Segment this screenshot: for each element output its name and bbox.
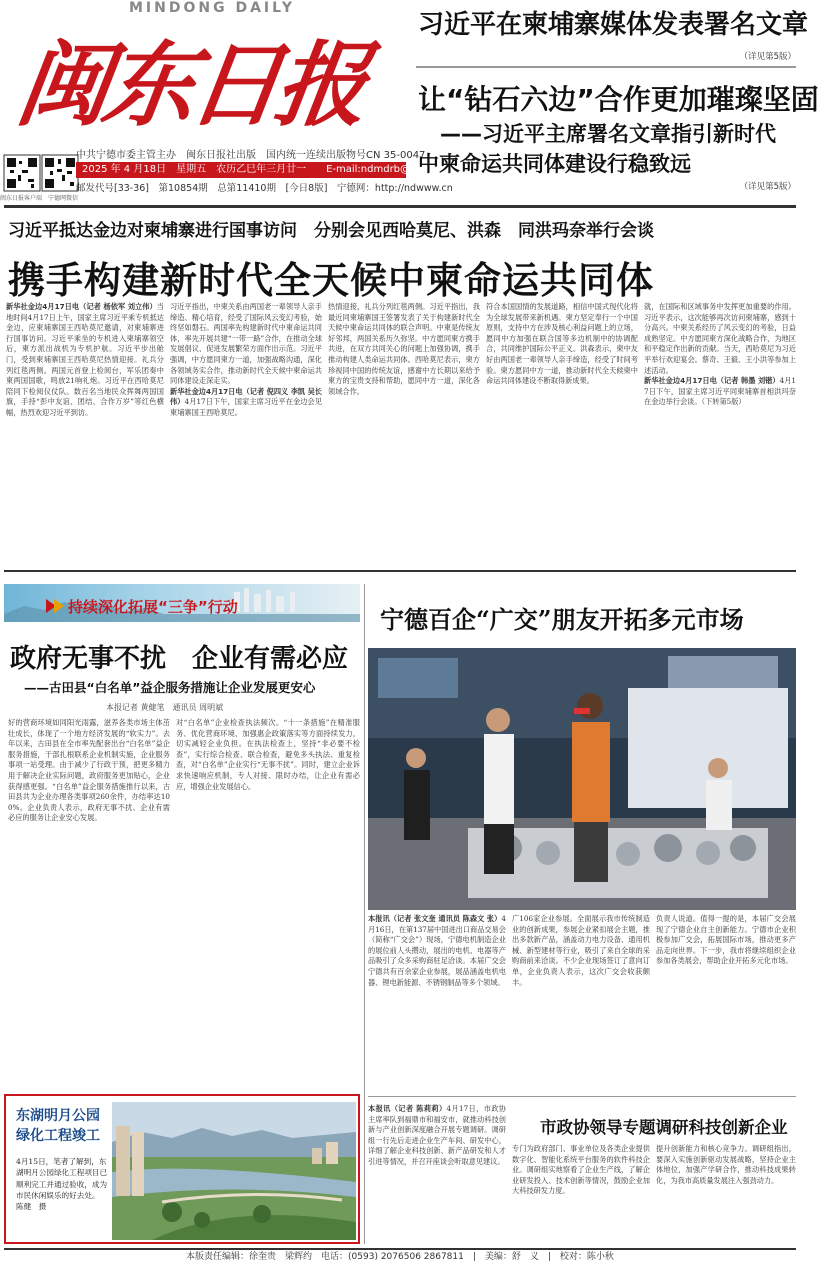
subheadline: ——习近平主席署名文章指引新时代 <box>440 122 776 146</box>
newspaper-logo: 闽东日报 <box>10 31 370 139</box>
qr-code-icon <box>42 155 78 191</box>
article-title[interactable]: 市政协领导专题调研科技创新企业 <box>540 1118 788 1137</box>
photo-news-title[interactable]: 东湖明月公园绿化工程竣工 <box>16 1108 100 1144</box>
article-title[interactable]: 政府无事不扰 企业有需必应 <box>10 644 349 674</box>
byline: 本报记者 黄健笔 通讯员 周明斌 <box>106 703 224 712</box>
english-name: MINDONG DAILY <box>128 0 295 16</box>
dateline: 本报讯（记者 陈莉莉） <box>368 1104 447 1113</box>
lead-column <box>644 302 796 564</box>
lead-column: 符合本国国情的发展道路，相信中国式现代化将为全球发展带来新机遇。柬方坚定奉行一个中国原则，支持中方在涉及核心利益问题上的立场，愿同中方加强在联合国等多边机制中的协调配合，共同维护国际公平正义。洪森表示，柬中友好由两国老一辈领导人亲手缔造，经受了时间考验。柬方愿同中方一道，推动新时代全天候柬中命运共同体建设不断取得新成果。 <box>486 302 638 386</box>
article-column <box>368 914 506 1090</box>
issue-line: 邮发代号[33-36] 第10854期 总第11410期 [今日8版] 宁德网：http://ndwww.cn <box>76 183 453 194</box>
dateline: 新华社金边4月17日电（记者 杨依军 刘立伟） <box>6 302 157 311</box>
article-column: 提升创新能力和核心竞争力。调研组指出，要深入实施创新驱动发展战略，坚持企业主体地位，加强产学研合作，推动科技成果转化，为我市高质量发展注入强劲动力。 <box>656 1144 796 1185</box>
body-text: 4月17日下午，国家主席习近平在金边会见柬埔寨国王西哈莫尼。 <box>170 397 322 417</box>
article-column: 好的营商环境如同阳光雨露，滋养各类市场主体茁壮成长，体现了一个地方经济发展的“软实力”。去年以来，古田县在全市率先配套出台“白名单”益企服务措施，干部扎根联系企业机制实施，企业服务事项一站受理。由于减少了行政干预，把更多精力用于解决企业实际问题，政府服务更加贴心，企业获得感更强。“白名单”益企服务措施推行以来，古田县共为企业办理各类事项260余件，办结率达100%。企业负责人表示，政府无事不扰、企业有需必应的服务让企业安心发展。 <box>8 718 170 823</box>
dateline: 本报讯（记者 张文奎 通讯员 陈森文 张） <box>368 914 502 923</box>
article-title[interactable]: 宁德百企“广交”朋友开拓多元市场 <box>380 605 744 634</box>
divider <box>416 66 796 68</box>
park-photo[interactable] <box>112 1102 356 1240</box>
banner-text: 持续深化拓展“三争”行动 <box>68 598 238 616</box>
headline-diamond[interactable]: 让“钻石六边”合作更加璀璨坚固 <box>418 83 819 116</box>
qr-code-icon <box>4 155 40 191</box>
dateline: 新华社金边4月17日电（记者 倪四义 李凯 吴长伟） <box>170 386 322 407</box>
qr-captions: 闽东日报客户端 宁德网微信 <box>0 195 79 202</box>
lead-column <box>6 302 164 564</box>
divider <box>4 570 796 572</box>
page-reference: （详见第5版） <box>739 182 796 192</box>
article-column: 专门为政府部门、事业单位及各类企业提供数字化、智能化系统平台服务的软件科技企业。调研组实地察看了企业生产线，了解企业研发投入、技术创新等情况，鼓励企业加大科技研发力度。 <box>512 1144 650 1196</box>
editor-credits: 本版责任编辑：徐奎贵 梁辉约 电话：(0593) 2076506 2867811 | 美编：舒 义 | 校对：陈小秋 <box>4 1248 796 1264</box>
body-text: 当地时间4月17日上午，国家主席习近平乘专机抵达金边，应柬埔寨国王西哈莫尼邀请，对柬埔寨进行国事访问。习近平乘坐的专机进入柬埔寨领空后，柬方派出战机为专机护航。习近平步出舱门，受到柬埔寨国王西哈莫尼热情迎接。礼兵分列红毯两侧。两国元首登上检阅台，军乐团奏中柬两国国歌，鸣放21响礼炮。习近平在西哈莫尼陪同下检阅仪仗队。数百名当地民众挥舞两国国旗，手持“彭中友谊、团结、合作万岁”等红色横幅，热烈欢迎习近平到访。 <box>6 302 164 417</box>
date-bar: 2025 年 4 月18日 星期五 农历乙巳年三月廿一 E-mail:ndmdrb@163.com <box>76 162 406 178</box>
dateline: 新华社金边4月17日电（记者 韩墨 刘锴） <box>644 376 780 386</box>
article-column: 对“白名单”企业检查执法频次。“十一条措施”在精准服务、优化营商环境、加强惠企政策落实等方面持续发力，切实减轻企业负担。在执法检查上，坚持“非必要不检查”，实行综合检查、联合检查，避免多头执法、重复检查，对“白名单”企业实行“无事不扰”。同时，建立企业诉求快速响应机制，专人对接、限时办结，让企业有需必应，增强企业发展信心。 <box>176 718 360 791</box>
photo-caption: 4月15日，笔者了解到，东湖明月公园绿化工程项目已顺利完工并通过验收，成为市民休闲娱乐的好去处。 陈健 摄 <box>16 1157 108 1212</box>
expo-photo[interactable] <box>368 648 796 910</box>
article-column: 广106家企业参展。全面展示我市传统制造业的创新成果，参展企业紧扣展会主题，推出多款新产品，涵盖动力电力设备、通用机械、新型建材等行业，吸引了来自全球的采购商前来洽谈。不少企业现场签订了意向订单，企业负责人表示，这次广交会收获颇丰。 <box>512 914 650 987</box>
article-column <box>368 1104 506 1244</box>
divider <box>4 205 796 208</box>
divider <box>368 1096 796 1097</box>
lead-subheadline: 习近平抵达金边对柬埔寨进行国事访问 分别会见西哈莫尼、洪森 同洪玛奈举行会谈 <box>8 221 654 241</box>
publisher-line: 中共宁德市委主管主办 闽东日报社出版 国内统一连续出版物号CN 35-0047 <box>76 150 426 161</box>
page-reference: （详见第5版） <box>739 52 796 62</box>
subheadline-2: 中柬命运共同体建设行稳致远 <box>418 152 691 176</box>
article-column: 负责人说道。值得一提的是，本届广交会展现了宁德企业自主创新能力。宁德市企业积极参加广交会，拓展国际市场，推动更多产品走向世界。下一步，我市将继续组织企业参加各类展会，帮助企业开拓多元化市场。 <box>656 914 796 966</box>
body-text: 习近平指出，中柬关系由两国老一辈领导人亲手缔造、精心培育，经受了国际风云变幻考验，始终坚如磐石。两国率先构建新时代中柬命运共同体，率先开展共建“一带一路”合作，在推动全球发展倡议、促进发展繁荣方面作出示范。习近平强调，中方愿同柬方一道，加强战略沟通，深化各领域务实合作，推动新时代全天候中柬命运共同体建设走深走实。 <box>170 302 322 386</box>
body-text: 4月17日，市政协主席率队到福鼎市和福安市，就推动科技创新与产业创新深度融合开展专题调研。调研组一行先后走进企业生产车间、研发中心，详细了解企业科技创新、新产品研发和人才引进等情况，并召开座谈会听取意见建议。 <box>368 1104 506 1166</box>
body-text: 4月17日下午，国家主席习近平同柬埔寨首相洪玛奈在金边举行会谈。（下转第5版） <box>644 376 796 407</box>
arrow-icon <box>44 596 66 616</box>
article-subtitle: ——古田县“白名单”益企服务措施让企业发展更安心 <box>24 680 316 695</box>
body-text: 4月16日，在第137届中国进出口商品交易会（简称“广交会”）现场，宁德电机制造企业的展位前人头攒动，展出的电机、电器等产品吸引了众多采购商驻足洽谈。本届广交会宁德共有百余家企业参展，展品涵盖电机电器、锂电新能源、不锈钢制品等多个领域。 <box>368 914 506 987</box>
lead-column: 热情迎接，礼兵分列红毯两侧。习近平指出，我最近同柬埔寨国王签署发表了关于构建新时代全天候中柬命运共同体的联合声明。中柬是传统友好邻邦，两国关系历久弥坚。中方愿同柬方携手共进，在双方共同关心的问题上加强协调，携手推动构建人类命运共同体。西哈莫尼表示，柬方珍视同中国的传统友谊，感谢中方长期以来给予柬方的宝贵支持和帮助，愿同中方一道，深化各领域合作。 <box>328 302 480 396</box>
lead-headline[interactable]: 携手构建新时代全天候中柬命运共同体 <box>8 259 654 302</box>
lead-column <box>170 302 322 564</box>
body-text: 就，在国际和区域事务中发挥更加重要的作用。习近平表示，这次能够再次访问柬埔寨，感到十分高兴。中柬关系经历了风云变幻的考验，日益成熟坚定。中方愿同柬方深化战略合作，为地区和平稳定作出新的贡献。当天，西哈莫尼为习近平举行欢迎宴会。蔡奇、王毅、王小洪等参加上述活动。 <box>644 302 796 375</box>
headline-article[interactable]: 习近平在柬埔寨媒体发表署名文章 <box>418 10 809 40</box>
divider <box>364 584 365 1244</box>
